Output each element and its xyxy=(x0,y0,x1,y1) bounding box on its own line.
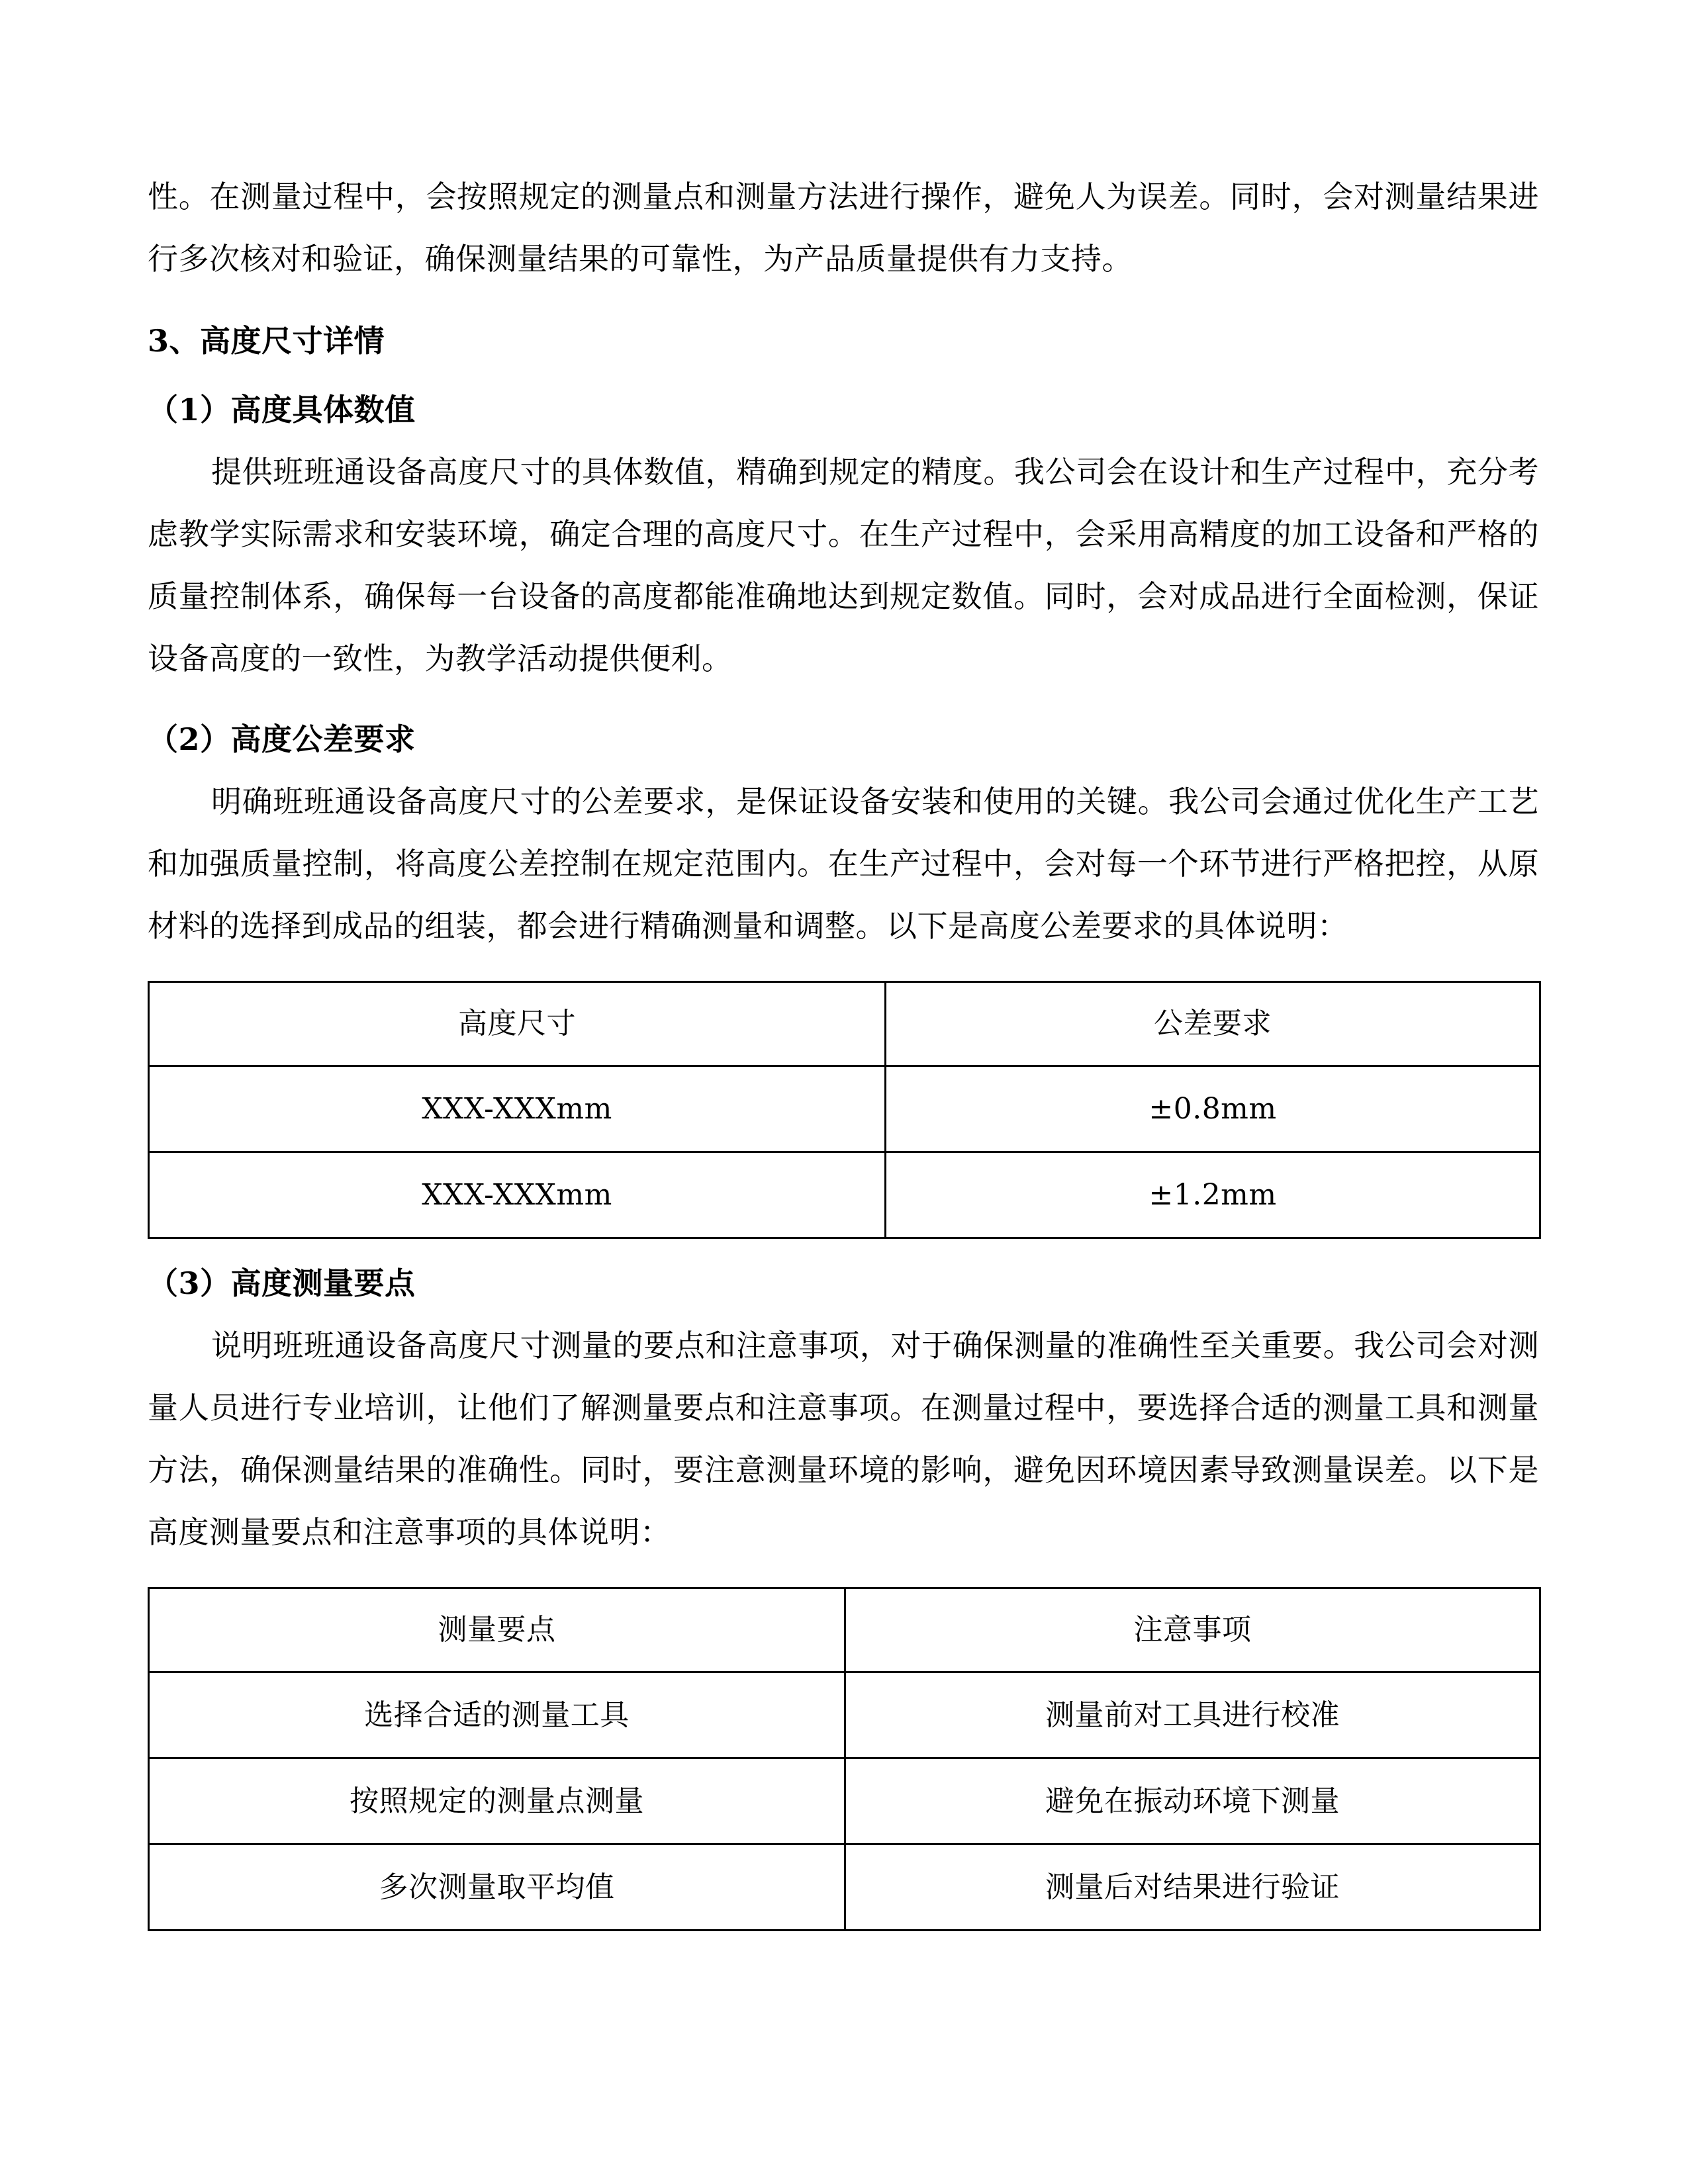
table-cell: ±1.2mm xyxy=(886,1152,1540,1238)
table-header-cell: 高度尺寸 xyxy=(149,982,886,1066)
table-header-row xyxy=(149,982,1540,1066)
table-cell: XXX-XXXmm xyxy=(149,1066,886,1152)
table-row xyxy=(149,1844,1540,1931)
table-header-cell: 测量要点 xyxy=(149,1588,845,1672)
table-cell: 测量前对工具进行校准 xyxy=(845,1672,1540,1758)
table-cell: 多次测量取平均值 xyxy=(149,1844,845,1931)
table-row xyxy=(149,1758,1540,1844)
table-header-row xyxy=(149,1588,1540,1672)
subsection-heading-2: （2）高度公差要求 xyxy=(148,721,416,757)
table-cell: 选择合适的测量工具 xyxy=(149,1672,845,1758)
table-cell: ±0.8mm xyxy=(886,1066,1540,1152)
table-row xyxy=(149,1066,1540,1152)
section-heading-3: 3、高度尺寸详情 xyxy=(148,323,385,359)
subsection-heading-1: （1）高度具体数值 xyxy=(148,392,416,428)
subsection-heading-3: （3）高度测量要点 xyxy=(148,1265,416,1301)
table-header-cell: 注意事项 xyxy=(845,1588,1540,1672)
table-cell: 避免在振动环境下测量 xyxy=(845,1758,1540,1844)
measurement-table xyxy=(148,1587,1541,1931)
spacer xyxy=(148,293,1539,302)
table-cell: XXX-XXXmm xyxy=(149,1152,886,1238)
subsection-paragraph-2: 明确班班通设备高度尺寸的公差要求，是保证设备安装和使用的关键。我公司会通过优化生产工艺和加强质量控制，将高度公差控制在规定范围内。在生产过程中，会对每一个环节进行严格把控，从原材料的选择到成品的组装，都会进行精确测量和调整。以下是高度公差要求的具体说明： xyxy=(148,784,1539,944)
table-cell: 测量后对结果进行验证 xyxy=(845,1844,1540,1931)
subsection-paragraph-3: 说明班班通设备高度尺寸测量的要点和注意事项，对于确保测量的准确性至关重要。我公司会对测量人员进行专业培训，让他们了解测量要点和注意事项。在测量过程中，要选择合适的测量工具和测量方法，确保测量结果的准确性。同时，要注意测量环境的影响，避免因环境因素导致测量误差。以下是高度测量要点和注意事项的具体说明： xyxy=(148,1328,1539,1550)
table-row xyxy=(149,1152,1540,1238)
tolerance-table xyxy=(148,981,1541,1239)
subsection-paragraph-1: 提供班班通设备高度尺寸的具体数值，精确到规定的精度。我公司会在设计和生产过程中，充分考虑教学实际需求和安装环境，确定合理的高度尺寸。在生产过程中，会采用高精度的加工设备和严格的质量控制体系，确保每一台设备的高度都能准确地达到规定数值。同时，会对成品进行全面检测，保证设备高度的一致性，为教学活动提供便利。 xyxy=(148,454,1539,676)
spacer xyxy=(148,692,1539,702)
table-header-cell: 公差要求 xyxy=(886,982,1540,1066)
table-row xyxy=(149,1672,1540,1758)
table-cell: 按照规定的测量点测量 xyxy=(149,1758,845,1844)
paragraph-continuation: 性。在测量过程中，会按照规定的测量点和测量方法进行操作，避免人为误差。同时，会对测量结果进行多次核对和验证，确保测量结果的可靠性，为产品质量提供有力支持。 xyxy=(148,179,1539,277)
